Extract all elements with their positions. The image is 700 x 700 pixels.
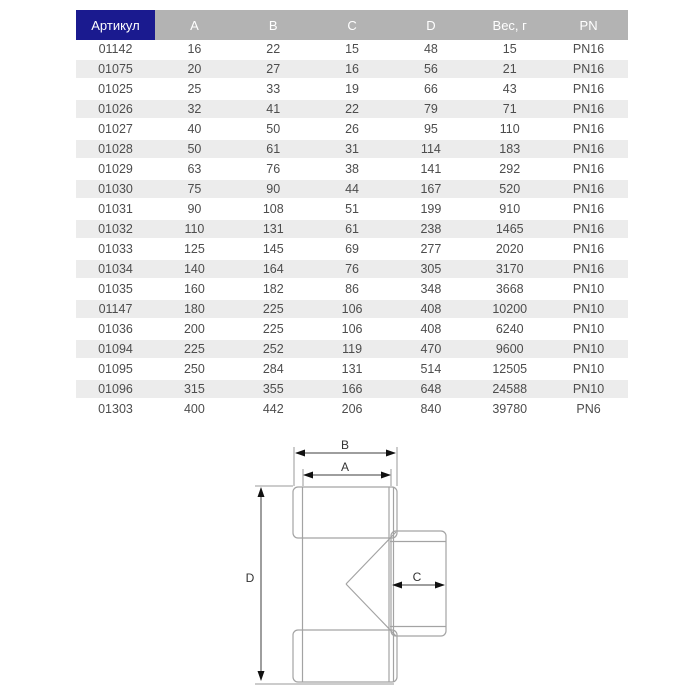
table-cell: 160	[155, 279, 234, 299]
table-cell: 514	[391, 359, 470, 379]
table-cell: PN10	[549, 379, 628, 399]
table-cell: 01029	[76, 159, 155, 179]
table-cell: 19	[313, 79, 392, 99]
table-cell: 167	[391, 179, 470, 199]
table-cell: PN16	[549, 40, 628, 59]
table-cell: 15	[470, 40, 549, 59]
table-cell: 66	[391, 79, 470, 99]
table-cell: 200	[155, 319, 234, 339]
table-cell: 1465	[470, 219, 549, 239]
table-cell: 21	[470, 59, 549, 79]
table-cell: 75	[155, 179, 234, 199]
table-cell: 840	[391, 399, 470, 419]
arrowhead	[303, 472, 313, 479]
table-cell: 284	[234, 359, 313, 379]
dimension-b-label: B	[340, 438, 350, 452]
table-cell: 90	[155, 199, 234, 219]
dimension-d	[246, 487, 265, 681]
table-cell: 71	[470, 99, 549, 119]
table-cell: 292	[470, 159, 549, 179]
table-cell: 225	[155, 339, 234, 359]
table-cell: 225	[234, 319, 313, 339]
arrowhead	[258, 671, 265, 681]
table-cell: 110	[155, 219, 234, 239]
table-cell: 32	[155, 99, 234, 119]
table-cell: 01142	[76, 40, 155, 59]
table-cell: 31	[313, 139, 392, 159]
table-cell: 01026	[76, 99, 155, 119]
dimension-d-label: D	[245, 571, 255, 585]
table-cell: 910	[470, 199, 549, 219]
table-cell: 16	[313, 59, 392, 79]
table-cell: 648	[391, 379, 470, 399]
table-cell: PN10	[549, 279, 628, 299]
table-cell: 95	[391, 119, 470, 139]
table-cell: 225	[234, 299, 313, 319]
arrowhead	[435, 582, 445, 589]
table-cell: 01095	[76, 359, 155, 379]
table-cell: 3668	[470, 279, 549, 299]
table-cell: 250	[155, 359, 234, 379]
table-cell: 27	[234, 59, 313, 79]
table-cell: 6240	[470, 319, 549, 339]
table-cell: 50	[234, 119, 313, 139]
table-cell: 2020	[470, 239, 549, 259]
table-cell: PN16	[549, 259, 628, 279]
column-header-c: C	[313, 10, 392, 40]
table-cell: 43	[470, 79, 549, 99]
table-cell: 90	[234, 179, 313, 199]
table-cell: 252	[234, 339, 313, 359]
table-cell: 114	[391, 139, 470, 159]
table-cell: 44	[313, 179, 392, 199]
table-cell: 63	[155, 159, 234, 179]
table-cell: 01147	[76, 299, 155, 319]
table-cell: 25	[155, 79, 234, 99]
table-cell: 20	[155, 59, 234, 79]
arrowhead	[381, 472, 391, 479]
arrowhead	[386, 450, 396, 457]
top-socket	[293, 487, 397, 538]
table-cell: 01030	[76, 179, 155, 199]
table-cell: PN16	[549, 59, 628, 79]
table-cell: 61	[313, 219, 392, 239]
table-cell: 01094	[76, 339, 155, 359]
table-cell: 408	[391, 319, 470, 339]
table-cell: 15	[313, 40, 392, 59]
arrowhead	[258, 487, 265, 497]
table-cell: 277	[391, 239, 470, 259]
table-cell: PN16	[549, 139, 628, 159]
table-cell: 01035	[76, 279, 155, 299]
dimension-b	[295, 438, 396, 457]
table-cell: 141	[391, 159, 470, 179]
table-cell: 56	[391, 59, 470, 79]
table-cell: PN16	[549, 219, 628, 239]
table-cell: PN16	[549, 79, 628, 99]
column-header-a: A	[155, 10, 234, 40]
table-cell: 01025	[76, 79, 155, 99]
table-cell: 400	[155, 399, 234, 419]
bottom-socket	[293, 630, 397, 682]
extension-lines	[255, 447, 397, 684]
table-cell: 01075	[76, 59, 155, 79]
table-cell: 01034	[76, 259, 155, 279]
table-cell: 180	[155, 299, 234, 319]
table-cell: 01096	[76, 379, 155, 399]
table-cell: 106	[313, 319, 392, 339]
table-cell: 22	[313, 99, 392, 119]
table-cell: 206	[313, 399, 392, 419]
table-cell: 50	[155, 139, 234, 159]
table-cell: PN10	[549, 299, 628, 319]
table-cell: 51	[313, 199, 392, 219]
table-cell: 10200	[470, 299, 549, 319]
table-cell: 33	[234, 79, 313, 99]
table-cell: 125	[155, 239, 234, 259]
table-cell: 119	[313, 339, 392, 359]
table-cell: 76	[234, 159, 313, 179]
table-cell: PN16	[549, 239, 628, 259]
table-cell: 183	[470, 139, 549, 159]
table-cell: 520	[470, 179, 549, 199]
table-cell: 61	[234, 139, 313, 159]
dimension-c-label: C	[412, 570, 422, 584]
table-cell: 164	[234, 259, 313, 279]
table-cell: 315	[155, 379, 234, 399]
table-cell: 131	[313, 359, 392, 379]
table-cell: 01032	[76, 219, 155, 239]
table-cell: 41	[234, 99, 313, 119]
table-cell: 355	[234, 379, 313, 399]
table-cell: 166	[313, 379, 392, 399]
table-cell: 238	[391, 219, 470, 239]
table-cell: PN16	[549, 159, 628, 179]
table-cell: 16	[155, 40, 234, 59]
table-cell: 40	[155, 119, 234, 139]
table-cell: 131	[234, 219, 313, 239]
table-cell: 182	[234, 279, 313, 299]
table-cell: 3170	[470, 259, 549, 279]
table-cell: 9600	[470, 339, 549, 359]
table-cell: PN16	[549, 99, 628, 119]
table-cell: 348	[391, 279, 470, 299]
table-cell: 106	[313, 299, 392, 319]
column-header-pn: PN	[549, 10, 628, 40]
table-cell: 76	[313, 259, 392, 279]
table-cell: 38	[313, 159, 392, 179]
dimension-a-label: A	[340, 460, 350, 474]
table-cell: 12505	[470, 359, 549, 379]
table-cell: 24588	[470, 379, 549, 399]
table-cell: 26	[313, 119, 392, 139]
table-cell: PN10	[549, 319, 628, 339]
column-header-d: D	[391, 10, 470, 40]
column-header-weight: Вес, г	[470, 10, 549, 40]
table-cell: PN10	[549, 359, 628, 379]
table-cell: 01028	[76, 139, 155, 159]
table-cell: 01033	[76, 239, 155, 259]
table-cell: 145	[234, 239, 313, 259]
table-cell: PN10	[549, 339, 628, 359]
dimension-c	[392, 570, 445, 589]
table-cell: 48	[391, 40, 470, 59]
table-cell: PN16	[549, 199, 628, 219]
table-cell: 408	[391, 299, 470, 319]
column-header-article: Артикул	[76, 10, 155, 40]
table-cell: PN16	[549, 179, 628, 199]
table-cell: PN6	[549, 399, 628, 419]
column-header-b: B	[234, 10, 313, 40]
arrowhead	[295, 450, 305, 457]
table-cell: 470	[391, 339, 470, 359]
table-cell: 305	[391, 259, 470, 279]
table-cell: 108	[234, 199, 313, 219]
table-cell: 01303	[76, 399, 155, 419]
table-cell: 22	[234, 40, 313, 59]
table-cell: 01036	[76, 319, 155, 339]
table-cell: 110	[470, 119, 549, 139]
table-cell: 442	[234, 399, 313, 419]
table-cell: 39780	[470, 399, 549, 419]
dimension-a	[303, 460, 391, 479]
table-cell: 79	[391, 99, 470, 119]
table-cell: 69	[313, 239, 392, 259]
table-cell: 01027	[76, 119, 155, 139]
table-cell: 86	[313, 279, 392, 299]
table-cell: 199	[391, 199, 470, 219]
table-cell: 140	[155, 259, 234, 279]
table-cell: 01031	[76, 199, 155, 219]
table-cell: PN16	[549, 119, 628, 139]
